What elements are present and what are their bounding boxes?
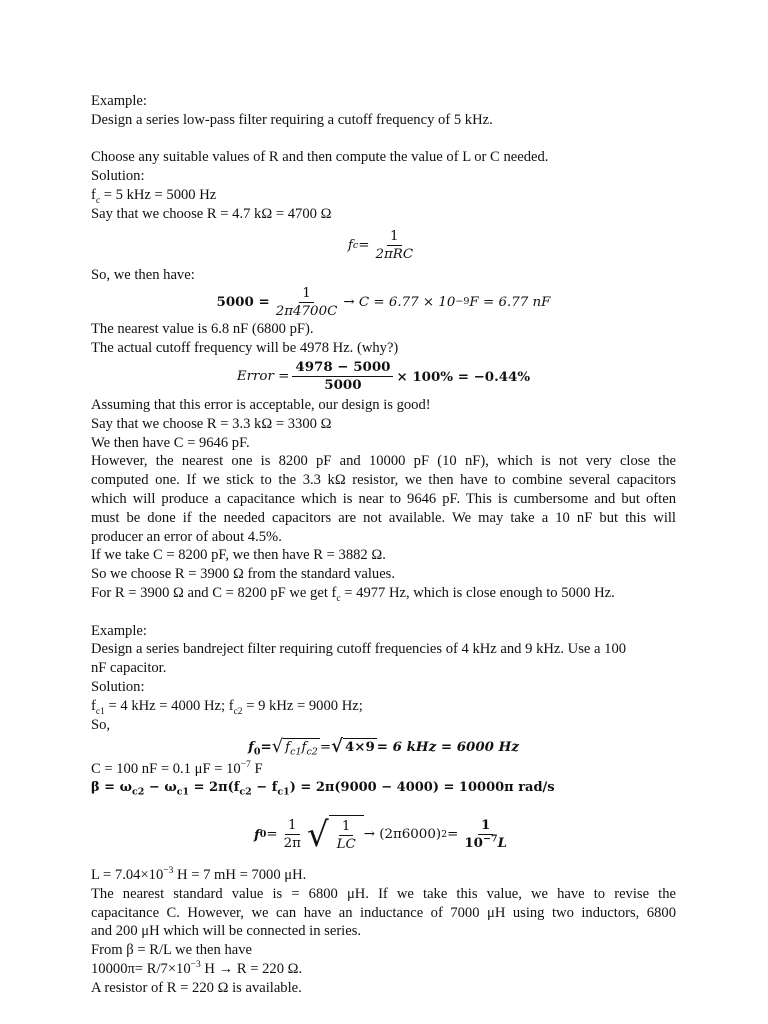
- actual-cutoff: The actual cutoff frequency will be 4978 Hz. (why?): [91, 340, 399, 357]
- resistor-available-line: A resistor of R = 220 Ω is available.: [91, 979, 302, 996]
- resistor-choice: Say that we choose R = 4.7 kΩ = 4700 Ω: [91, 205, 332, 222]
- solution-label: Solution:: [91, 168, 145, 185]
- cutoff-frequencies-line: $f_{c1} = 4$ kHz = 4000 Hz; $f_{c2} = 9$ kHz = 9000 Hz;: [91, 697, 363, 717]
- capacitance-result: We then have C = 9646 pF.: [91, 434, 250, 451]
- inductance-line: $L = 7.04\times 10^{-3}$ H = 7 mH = 7000 μH.: [91, 866, 307, 883]
- so-we-have-label: So, we then have:: [91, 266, 195, 283]
- nearest-value: The nearest value is 6.8 nF (6800 pF).: [91, 321, 314, 338]
- error-formula: Error = $\frac{4978 - 5000}{5000}$ × 100% = −0.44%: [236, 359, 531, 394]
- resistor-calc-line: $10000\pi= R/7\times 10^{-3}$ H → R = 220 Ω.: [91, 960, 303, 977]
- acceptable-text: Assuming that this error is acceptable, our design is good!: [91, 396, 431, 413]
- example-heading: Example:: [91, 93, 147, 109]
- standard-value-line: So we choose R = 3900 Ω from the standard values.: [91, 566, 396, 583]
- standard-value-paragraph-last: and 200 μH which will be connected in series.: [91, 923, 362, 940]
- solution-label-2: Solution:: [91, 678, 145, 695]
- paragraph-line-last: producer an error of about 4.5%.: [91, 528, 282, 545]
- problem-statement-2: Design a series bandreject filter requiring cutoff frequencies of 4 kHz and 9 kHz. Use a 100: [91, 641, 627, 658]
- capacitor-value-line: C = 100 nF = 0.1 $\mu F = 10^{-7}$ F: [91, 760, 263, 778]
- instruction-text: Choose any suitable values of R and then compute the value of L or C needed.: [91, 149, 549, 166]
- problem-statement-2-cont: nF capacitor.: [91, 660, 167, 677]
- problem-statement: Design a series low-pass filter requiring a cutoff frequency of 5 kHz.: [91, 111, 493, 128]
- document-page: [91, 92, 676, 997]
- paragraph-line: must be done if the needed capacitors are not available. We may take a 10 nF but this will: [91, 509, 676, 526]
- capacitance-calc: 5000 = $\frac{1}{2\pi 4700C}$ → C = 6.77 × 10 −9 F = 6.77 nF: [216, 285, 551, 319]
- paragraph-line: However, the nearest one is 8200 pF and 10000 pF (10 nF), which is not very close the: [91, 453, 676, 470]
- final-cutoff-line: For R = 3900 Ω and C = 8200 pF we get $f_c = 4977$ Hz, which is close enough to 5000 Hz.: [91, 584, 615, 604]
- resonance-formula: f 0 = $\frac{1}{2\pi}$ √ $\frac{1}{LC}$ → (2π6000) 2 = $\frac{1}{10^{-7}L}$: [253, 814, 507, 855]
- from-beta-line: From β = R/L we then have: [91, 942, 253, 959]
- standard-value-paragraph: capacitance C. However, we can have an inductance of 7000 μH using two inductors, 6800: [91, 904, 676, 921]
- take-c-line: If we take C = 8200 pF, we then have R = 3882 Ω.: [91, 547, 386, 564]
- resistor-choice-2: Say that we choose R = 3.3 kΩ = 3300 Ω: [91, 415, 332, 432]
- bandwidth-line: $\beta = \omega_{c2} - \omega_{c1} = 2\pi(f_{c2} - f_{c1}) = 2\pi(9000 - 4000) = 10000\pi$ rad/s: [91, 780, 555, 798]
- center-frequency-formula: $f_0$ = √ $f_{c1}f_{c2}$ = √ 4×9 = 6 kHz = 6000 Hz: [248, 736, 519, 758]
- example-heading-2: Example:: [91, 622, 147, 639]
- cutoff-frequency-line: $f_c = 5$ kHz = 5000 Hz: [91, 186, 217, 206]
- cutoff-formula: f c = $\frac{1}{\text{2πRC}}$: [347, 229, 414, 263]
- paragraph-line: which will produce a capacitance which is near to 9646 pF. This is cumbersome and but often: [91, 490, 676, 507]
- so-label: So,: [91, 716, 111, 733]
- standard-value-paragraph: The nearest standard value is = 6800 μH. If we take this value, we have to revise the: [91, 885, 676, 902]
- paragraph-line: computed one. If we stick to the 3.3 kΩ resistor, we then have to combine several capacitors: [91, 472, 676, 489]
